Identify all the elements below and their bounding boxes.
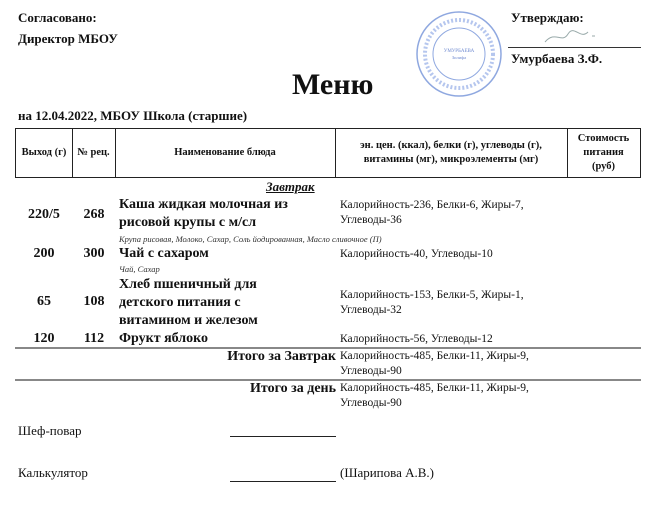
row-weight: 220/5	[28, 207, 60, 222]
row-dish: Фрукт яблоко	[119, 331, 209, 346]
section-breakfast: Завтрак	[266, 179, 315, 194]
row-recipe: 300	[83, 246, 105, 261]
row-weight: 200	[33, 246, 55, 261]
svg-text:Зилифа: Зилифа	[451, 55, 467, 60]
row-nutrition: Калорийность-236, Белки-6, Жиры-7, Углеводы-36	[340, 199, 524, 226]
col-dish: Наименование блюда	[115, 128, 336, 178]
row-nutrition: Калорийность-40, Углеводы-10	[340, 248, 493, 260]
row-nutrition: Калорийность-153, Белки-5, Жиры-1, Углеводы-32	[340, 289, 524, 316]
col-nutrition: эн. цен. (ккал), белки (г), углеводы (г), витамины (мг), микроэлементы (мг)	[335, 128, 568, 178]
total-breakfast-nutrition: Калорийность-485, Белки-11, Жиры-9, Углеводы-90	[340, 350, 529, 377]
director-label: Директор МБОУ	[18, 31, 118, 46]
agreed-label: Согласовано:	[18, 10, 97, 25]
page-title: Меню	[292, 68, 374, 101]
chef-label: Шеф-повар	[18, 423, 82, 438]
row-recipe: 112	[83, 331, 105, 346]
subtitle: на 12.04.2022, МБОУ Школа (старшие)	[18, 108, 248, 123]
svg-text:УМУРБАЕВА: УМУРБАЕВА	[443, 49, 475, 54]
row-weight: 65	[37, 294, 51, 309]
row-nutrition: Калорийность-56, Углеводы-12	[340, 333, 493, 345]
row-dish: Чай с сахаром	[119, 246, 209, 261]
approve-label: Утверждаю:	[511, 10, 584, 25]
signature-line	[508, 47, 641, 48]
calculator-signature-line	[230, 481, 336, 482]
row-ingredients: Крупа рисовая, Молоко, Сахар, Соль йодированная, Масло сливочное (П)	[119, 234, 382, 244]
signature	[540, 26, 600, 48]
col-weight: Выход (г)	[15, 128, 73, 178]
col-recipe: № рец.	[72, 128, 116, 178]
stamp	[415, 10, 503, 98]
row-recipe: 268	[83, 207, 105, 222]
row-weight: 120	[33, 331, 55, 346]
total-day-label: Итого за день	[250, 381, 336, 396]
calculator-label: Калькулятор	[18, 465, 88, 480]
calculator-name: (Шарипова А.В.)	[340, 465, 435, 480]
row-recipe: 108	[83, 294, 105, 309]
col-cost: Стоимость питания (руб)	[567, 128, 641, 178]
row-dish: Каша жидкая молочная из рисовой крупы с м/сл	[119, 197, 288, 230]
approver-name: Умурбаева З.Ф.	[511, 51, 603, 66]
row-ingredients: Чай, Сахар	[119, 264, 160, 274]
row-dish: Хлеб пшеничный для детского питания с витамином и железом	[119, 277, 258, 328]
chef-signature-line	[230, 436, 336, 437]
total-breakfast-label: Итого за Завтрак	[227, 349, 336, 364]
total-day-nutrition: Калорийность-485, Белки-11, Жиры-9, Углеводы-90	[340, 382, 529, 409]
